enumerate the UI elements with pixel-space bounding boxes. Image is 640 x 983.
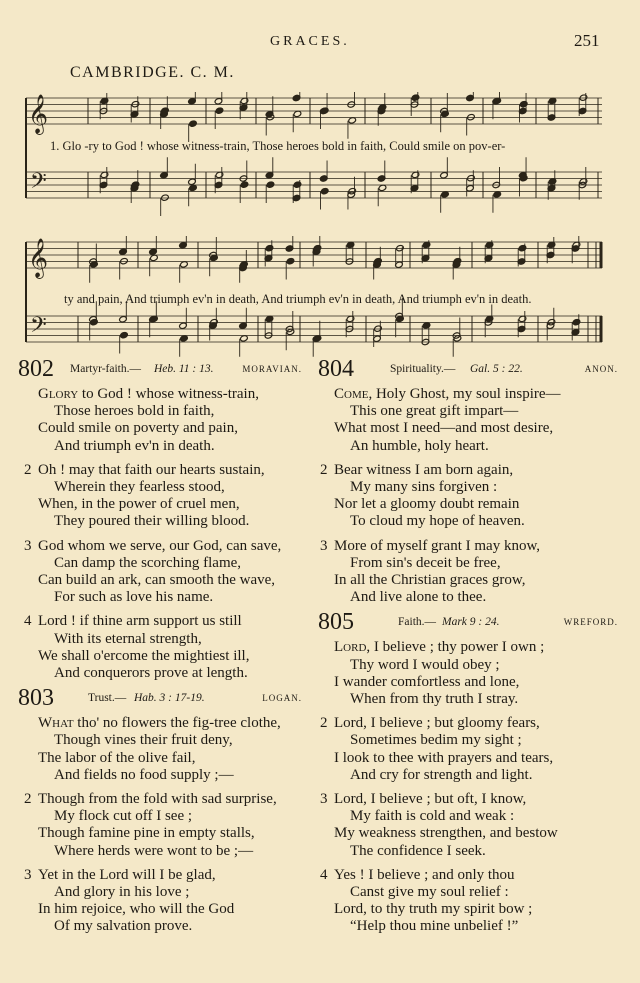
verse-line: The confidence I seek. [350,842,486,859]
bass-clef: 𝄢 [30,313,47,343]
note-head [240,181,249,188]
note-head [266,181,275,188]
verse-line: 2 Bear witness I am born again, [320,461,514,478]
verse-line: 4 Yes ! I believe ; and only thou [320,866,515,883]
note-head [320,107,329,114]
verse-line: Wherein they fearless stood, [54,479,225,496]
verse-number: 2 [24,791,32,808]
hymn-tune: MORAVIAN. [242,364,302,374]
verse-line: 3 Yet in the Lord will I be glad, [24,866,216,883]
hymn-tune: ANON. [584,364,618,374]
verse-number: 3 [320,791,328,808]
page-number: 251 [574,31,600,50]
verse [318,791,620,860]
verse-line: Can build an ark, can smooth the wave, [38,572,276,589]
note-head [411,94,420,101]
verse-line: An humble, holy heart. [350,437,489,454]
verse [18,715,310,784]
note-head [215,107,224,114]
hymn-reference: Hab. 3 : 17-19. [134,692,205,705]
verse-line: When, in the power of cruel men, [38,496,240,513]
hymn-header [318,356,620,386]
music-system-2 [18,236,604,366]
verse-line: In all the Christian graces grow, [334,572,526,589]
tune-name: CAMBRIDGE. C. M. [70,64,235,81]
first-word: What [38,715,74,732]
verse-line: My faith is cold and weak : [350,808,515,825]
verse-line: 2 Oh ! may that faith our hearts sustain, [24,461,265,478]
verse-line: In him rejoice, who will the God [38,901,235,918]
treble-clef: 𝄞 [28,238,49,278]
hymn-header [18,356,310,386]
verse-line: Glory to God ! whose witness-train, [38,386,259,402]
hymn-number: 804 [318,356,354,382]
verse-number: 2 [320,461,328,478]
hymn-number: 803 [18,685,54,712]
verse-line: Nor let a gloomy doubt remain [334,496,520,513]
note-head [293,181,302,188]
hymn-804 [318,356,620,606]
hymn-reference: Gal. 5 : 22. [470,363,523,375]
verse-line: And cry for strength and light. [350,766,533,783]
note-head [189,120,198,127]
hymn-tune: WREFORD. [563,617,618,628]
hymn-number: 802 [18,356,54,382]
verse-line: When from thy truth I stray. [350,691,519,708]
verse [318,867,620,936]
hymn-802 [18,356,310,682]
verse-line: Canst give my soul relief : [350,884,509,901]
verse-line: Lord, I believe ; thy power I own ; [334,639,545,656]
verse-number: 2 [24,461,32,478]
verse-line: The labor of the olive fail, [38,749,196,766]
verse-number: 4 [320,866,328,883]
lyric-line-2: ty and pain, And triumph ev'n in death, And triumph ev'n in death, And triumph ev'n in death. [64,292,532,306]
verse-line: And fields no food supply ;— [54,766,234,783]
hymn-topic: Martyr-faith.— [70,363,141,375]
verse [18,462,310,531]
section-title: GRACES. [270,34,350,49]
first-word: Lord, [334,639,371,656]
note-head [90,318,99,325]
hymn-reference: Heb. 11 : 13. [154,363,214,375]
hymn-topic: Spirituality.— [390,363,456,375]
verse-line: What tho' no flowers the fig-tree clothe, [38,715,281,732]
verse [318,462,620,531]
verse-line: “Help thou mine unbelief !” [350,918,519,935]
verse [18,538,310,607]
note-head [286,257,295,264]
verse-line: Though famine pine in empty stalls, [38,825,255,842]
verse [318,715,620,784]
verse-line: Lord, to thy truth my spirit bow ; [334,901,533,918]
verse-line: My many sins forgiven : [350,479,498,496]
verse-line: 2 Though from the fold with sad surprise, [24,791,277,808]
hymn-header [18,685,310,715]
hymn-topic: Trust.— [88,692,127,705]
verse-line: 3 More of myself grant I may know, [320,537,541,554]
treble-clef: 𝄞 [28,94,49,134]
verse [18,867,310,936]
verse-line: Of my salvation prove. [54,918,193,935]
verse-line: Those heroes bold in faith, [54,403,215,420]
music-score-1 [18,92,604,222]
verse [318,538,620,607]
note-head [265,244,274,251]
verse-line: To cloud my hope of heaven. [350,513,525,530]
verse-number: 4 [24,613,32,630]
verse-line: And conquerors prove at length. [54,665,248,682]
left-column [18,356,310,943]
verse [318,639,620,708]
hymn-tune: LOGAN. [262,693,302,704]
verse-line: We shall o'ercome the mightiest ill, [38,647,250,664]
hymn-topic: Faith.— [398,616,437,629]
verse-line: Where herds were wont to be ;— [54,842,254,859]
verse-line: My weakness strengthen, and bestow [334,825,558,842]
verse-line: And glory in his love ; [54,884,190,901]
hymn-header [318,609,620,639]
verse-line: This one great gift impart— [350,403,519,420]
verse-line: Come, Holy Ghost, my soul inspire— [334,386,561,402]
verse-line: Though vines their fruit deny, [54,732,233,749]
note-head [518,244,527,251]
verse [318,386,620,455]
verse-line: 4 Lord ! if thine arm support us still [24,613,242,630]
verse-line: Thy word I would obey ; [350,656,500,673]
verse-line: And triumph ev'n in death. [54,437,215,454]
verse-number: 3 [24,866,32,883]
verse-line: And live alone to thee. [350,589,487,606]
verse-line: I wander comfortless and lone, [334,673,520,690]
verse-line: Sometimes bedim my sight ; [350,732,522,749]
first-word: Come, [334,386,373,402]
verse-line: 3 Lord, I believe ; but oft, I know, [320,791,527,808]
note-head [120,331,129,338]
lyric-line-1: 1. Glo -ry to God ! whose witness-train, Those heroes bold in faith, Could smile on pov-er- [50,139,506,153]
bass-clef: 𝄢 [30,169,47,199]
hymn-805 [318,609,620,935]
verse [18,386,310,455]
verse-line: For such as love his name. [54,589,214,606]
hymn-reference: Mark 9 : 24. [442,616,500,629]
first-word: Glory [38,386,79,402]
verse [18,791,310,860]
verse-line: Could smile on poverty and pain, [38,420,238,437]
note-head [519,100,528,107]
verse-line: My flock cut off I see ; [54,808,193,825]
verse-line: I look to thee with prayers and tears, [334,749,554,766]
running-head [0,31,640,54]
hymn-803 [18,685,310,935]
music-system-1 [18,92,604,222]
verse-line: 3 God whom we serve, our God, can save, [24,537,282,554]
verse-line: Can damp the scorching flame, [54,554,242,571]
verse-number: 2 [320,715,328,732]
verse-line: 2 Lord, I believe ; but gloomy fears, [320,715,540,732]
note-head [320,187,329,194]
verse-line: With its eternal strength, [54,630,202,647]
verse-number: 3 [24,537,32,554]
right-column [318,356,620,943]
verse-line: What most I need—and most desire, [334,420,554,437]
note-head [572,318,581,325]
verse [18,613,310,682]
hymn-number: 805 [318,609,354,636]
verse-number: 3 [320,537,328,554]
verse-line: From sin's deceit be free, [350,554,501,571]
verse-line: They poured their willing blood. [54,513,250,530]
